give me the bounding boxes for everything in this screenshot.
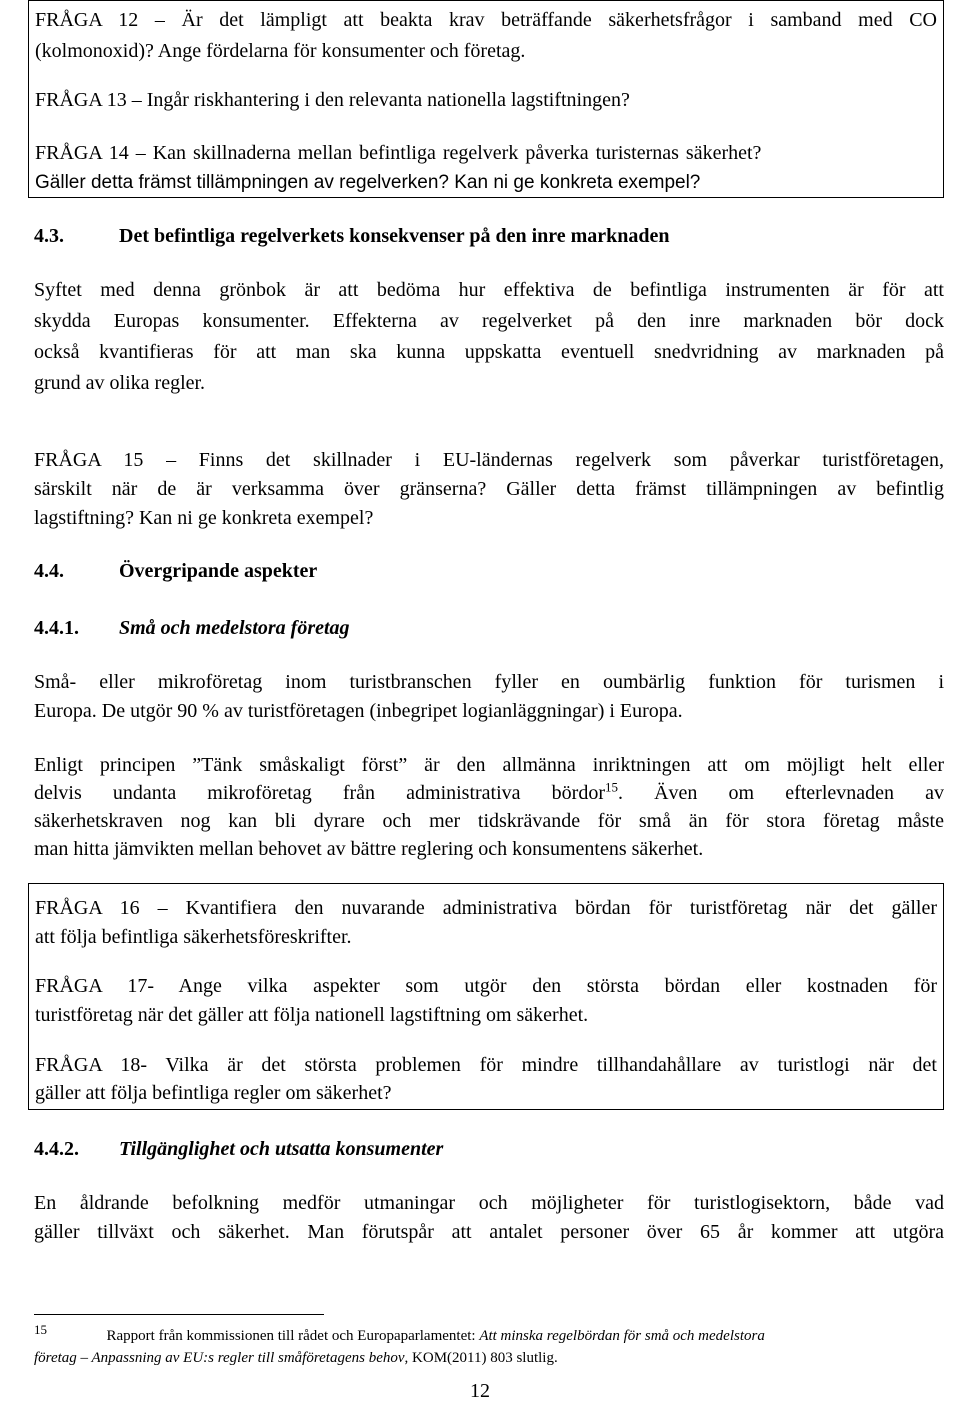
question-15: FRÅGA 15 – Finns det skillnader i EU-ländernas regelverk som påverkar turistföretagen, särskilt när de är verksamma över gränserna? Gäller detta främst tillämpningen av befintlig lagstiftning? Kan ni ge konkreta exempel?: [34, 449, 944, 529]
paragraph-4-4-2: En åldrande befolkning medför utmaningar och möjligheter för turistlogisektorn, både vad gäller tillväxt och säkerhet. Man förutspår att antalet personer över 65 år kommer att utgöra: [34, 1192, 944, 1243]
paragraph-4-4-1-a: Små- eller mikroföretag inom turistbranschen fyller en oumbärlig funktion för turismen i Europa. De utgör 90 % av turistföretagen (inbegripet logianläggningar) i Europa.: [34, 671, 944, 722]
question-13: FRÅGA 13 – Ingår riskhantering i den relevanta nationella lagstiftningen?: [35, 89, 630, 111]
question-box-2: [28, 883, 944, 1110]
section-heading-4-4: 4.4. Övergripande aspekter: [34, 560, 318, 582]
question-18: FRÅGA 18- Vilka är det största problemen för mindre tillhandahållare av turistlogi när det gäller att följa befintliga regler om säkerhet?: [35, 1054, 937, 1104]
question-14: FRÅGA 14 – Kan skillnaderna mellan befintliga regelverk påverka turisternas säkerhet? Gäller detta främst tillämpningen av regelverken? Kan ni ge konkreta exempel?: [35, 142, 762, 193]
question-17: FRÅGA 17- Ange vilka aspekter som utgör den största bördan eller kostnaden för turistföretag när det gäller att följa nationell lagstiftning om säkerhet.: [35, 975, 937, 1026]
section-heading-4-3: 4.3. Det befintliga regelverkets konsekvenser på den inre marknaden: [34, 225, 670, 247]
footnote-15: $^{15}$ Rapport från kommissionen till rådet och Europaparlamentet: Att minska regelbördan för små och medelstora företag – Anpassning av EU:s regler till småföretagens behov, KOM(2011) 803 slutlig.: [34, 1322, 765, 1366]
section-heading-4-4-2: 4.4.2. Tillgänglighet och utsatta konsumenter: [34, 1138, 444, 1160]
line-with-footnote-ref: delvis undanta mikroföretag från administrativa bördor$^{15}$. Även om efterlevnaden av: [34, 779, 945, 804]
footnote-ref[interactable]: 15: [604, 779, 618, 795]
question-12: FRÅGA 12 – Är det lämpligt att beakta krav beträffande säkerhetsfrågor i samband med CO (kolmonoxid)? Ange fördelarna för konsumenter och företag.: [35, 9, 937, 62]
page-number: 12: [470, 1380, 490, 1402]
footnote-number: 15: [34, 1322, 47, 1337]
question-box-1: [28, 0, 944, 198]
section-heading-4-4-1: 4.4.1. Små och medelstora företag: [34, 617, 350, 639]
question-16: FRÅGA 16 – Kvantifiera den nuvarande administrativa bördan för turistföretag när det gäller att följa befintliga säkerhetsföreskrifter.: [35, 897, 937, 948]
paragraph-4-4-1-b: Enligt principen ”Tänk småskaligt först” är den allmänna inriktningen att om möjligt helt eller delvis undanta mikroföretag från administrativa bördor$^{15}$. Även om efterlevnaden av säkerhetskraven nog kan bli dyrare och mer tidskrävande för små än för stora företag måste man hitta jämvikten mellan behovet av bättre reglering och konsumentens säkerhet.: [34, 754, 945, 860]
footnote-separator: [34, 1314, 324, 1315]
paragraph-4-3: Syftet med denna grönbok är att bedöma hur effektiva de befintliga instrumenten är för att skydda Europas konsumenter. Effekterna av regelverket på den inre marknaden bör dock också kvantifieras för att man ska kunna uppskatta eventuell snedvridning av marknaden på grund av olika regler.: [34, 279, 944, 394]
